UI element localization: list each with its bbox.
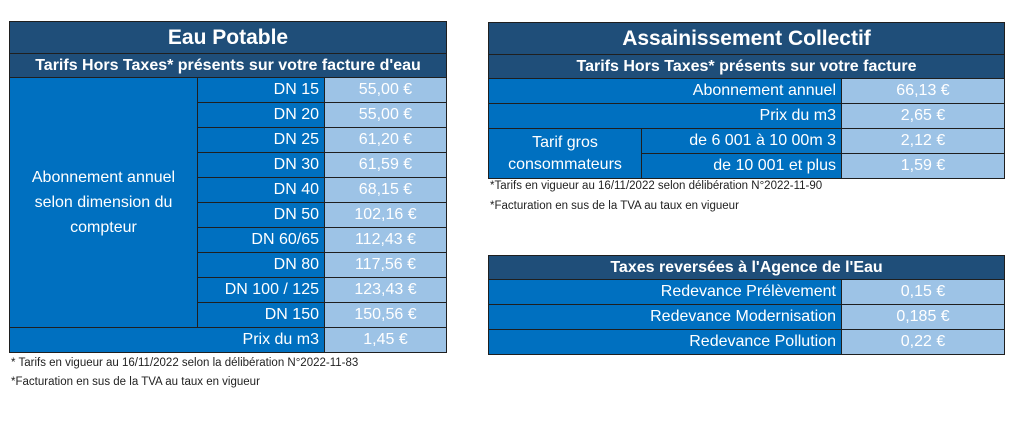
tarif-gros-consommateurs-label: Tarif gros consommateurs — [489, 129, 642, 179]
dn-value: 150,56 € — [325, 303, 447, 328]
eau-potable-table — [9, 21, 447, 353]
dn-value: 55,00 € — [325, 103, 447, 128]
tier-value: 1,59 € — [842, 154, 1005, 179]
dn-label: DN 15 — [198, 78, 325, 103]
abonnement-group-label: Abonnement annuel selon dimension du compteur — [10, 78, 198, 328]
redevance-value: 0,22 € — [842, 330, 1005, 355]
tier-value: 2,12 € — [842, 129, 1005, 154]
dn-label: DN 80 — [198, 253, 325, 278]
taxes-title: Taxes reversées à l'Agence de l'Eau — [489, 256, 1005, 280]
dn-label: DN 60/65 — [198, 228, 325, 253]
redevance-value: 0,185 € — [842, 305, 1005, 330]
dn-value: 123,43 € — [325, 278, 447, 303]
assain-note-tva: *Facturation en sus de la TVA au taux en vigueur — [490, 200, 739, 212]
eau-note-tarifs: * Tarifs en vigueur au 16/11/2022 selon la délibération N°2022-11-83 — [11, 357, 359, 369]
taxes-table — [488, 255, 1005, 355]
dn-value: 117,56 € — [325, 253, 447, 278]
dn-value: 68,15 € — [325, 178, 447, 203]
dn-label: DN 150 — [198, 303, 325, 328]
assain-prix-m3-value: 2,65 € — [842, 104, 1005, 129]
eau-potable-title: Eau Potable — [10, 22, 447, 54]
tier-label: de 10 001 et plus — [642, 154, 842, 179]
abonnement-annuel-label: Abonnement annuel — [489, 79, 842, 104]
assain-note-tarifs: *Tarifs en vigueur au 16/11/2022 selon délibération N°2022-11-90 — [490, 180, 823, 192]
tier-label: de 6 001 à 10 00m 3 — [642, 129, 842, 154]
redevance-label: Redevance Modernisation — [489, 305, 842, 330]
dn-label: DN 100 / 125 — [198, 278, 325, 303]
assainissement-subtitle: Tarifs Hors Taxes* présents sur votre facture — [489, 55, 1005, 79]
dn-value: 112,43 € — [325, 228, 447, 253]
dn-value: 55,00 € — [325, 78, 447, 103]
assainissement-table — [488, 22, 1005, 179]
redevance-label: Redevance Pollution — [489, 330, 842, 355]
assainissement-title: Assainissement Collectif — [489, 23, 1005, 55]
redevance-value: 0,15 € — [842, 280, 1005, 305]
dn-value: 61,59 € — [325, 153, 447, 178]
dn-value: 61,20 € — [325, 128, 447, 153]
abonnement-annuel-value: 66,13 € — [842, 79, 1005, 104]
dn-label: DN 25 — [198, 128, 325, 153]
eau-prix-m3-value: 1,45 € — [325, 328, 447, 353]
assain-prix-m3-label: Prix du m3 — [489, 104, 842, 129]
eau-potable-subtitle: Tarifs Hors Taxes* présents sur votre facture d'eau — [10, 54, 447, 78]
eau-prix-m3-label: Prix du m3 — [10, 328, 325, 353]
dn-label: DN 20 — [198, 103, 325, 128]
eau-note-tva: *Facturation en sus de la TVA au taux en vigueur — [11, 376, 260, 388]
dn-value: 102,16 € — [325, 203, 447, 228]
dn-label: DN 50 — [198, 203, 325, 228]
dn-label: DN 40 — [198, 178, 325, 203]
redevance-label: Redevance Prélèvement — [489, 280, 842, 305]
dn-label: DN 30 — [198, 153, 325, 178]
